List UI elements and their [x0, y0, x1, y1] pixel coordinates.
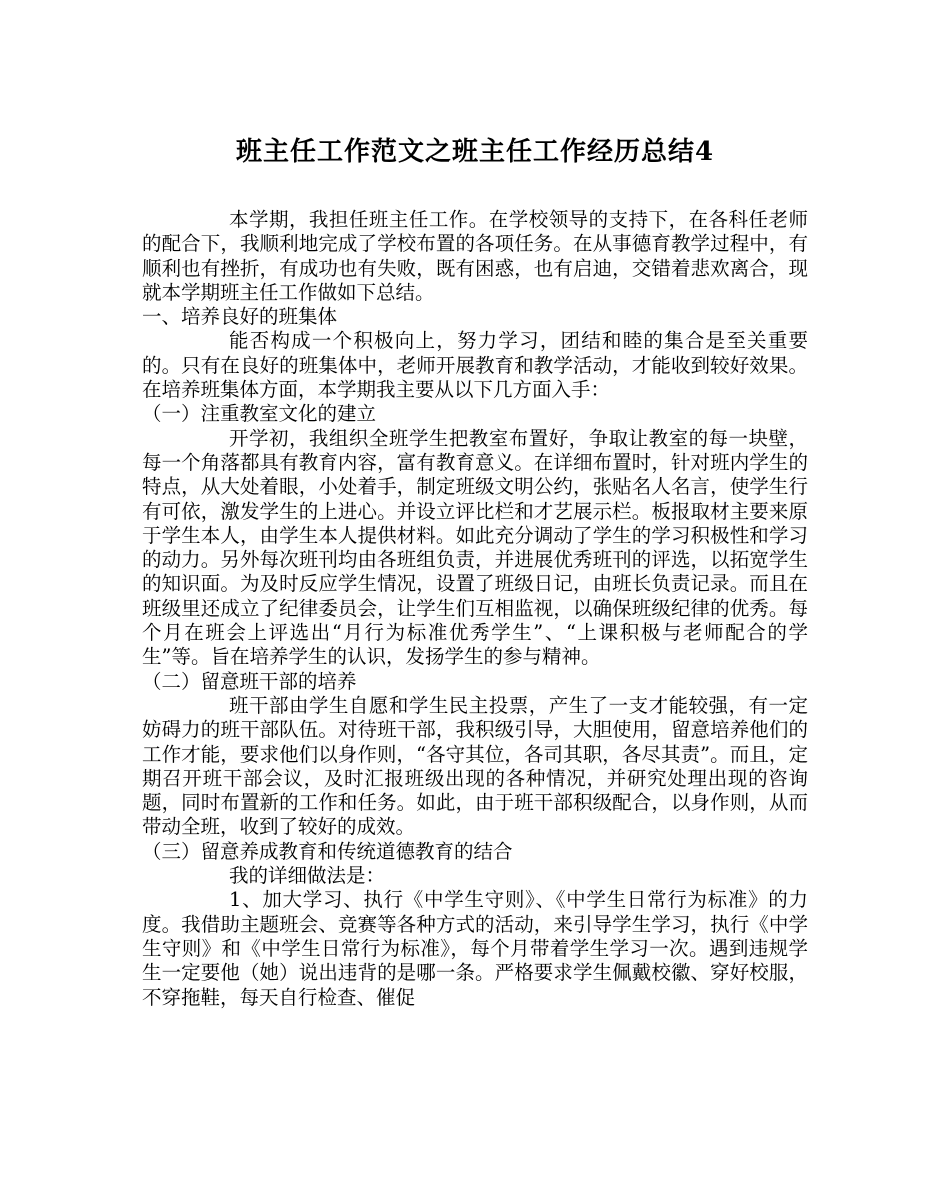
section-heading-1: 一、培养良好的班集体: [142, 305, 338, 329]
subsection-heading-3: （三）留意养成教育和传统道德教育的结合: [142, 839, 513, 863]
subsection-2-paragraph: 班干部由学生自愿和学生民主投票，产生了一支才能较强，有一定妨碍力的班干部队伍。对待班干部，我积级引导，大胆使用，留意培养他们的工作才能，要求他们以身作则，“各守其位，各司其职，各尽其责”。而且，定期召开班干部会议，及时汇报班级出现的各种情况，并研究处理出现的咨询题，同时布置新的工作和任务。如此，由于班干部积级配合，以身作则，从而带动全班，收到了较好的成效。: [142, 693, 808, 839]
document-title: 班主任工作范文之班主任工作经历总结4: [235, 137, 715, 167]
document-body: [142, 208, 808, 1010]
method-1-paragraph: 1、加大学习、执行《中学生守则》、《中学生日常行为标准》的力度。我借助主题班会、竞赛等各种方式的活动，来引导学生学习，执行《中学生守则》和《中学生日常行为标准》，每个月带着学生学习一次。遇到违规学生一定要他（她）说出违背的是哪一条。严格要求学生佩戴校徽、穿好校服，不穿拖鞋，每天自行检查、催促: [142, 888, 808, 1009]
subsection-heading-1: （一）注重教室文化的建立: [142, 402, 377, 426]
subsection-1-paragraph: 开学初，我组织全班学生把教室布置好，争取让教室的每一块壁，每一个角落都具有教育内容，富有教育意义。在详细布置时，针对班内学生的特点，从大处着眼，小处着手，制定班级文明公约，张贴名人名言，使学生行有可依，激发学生的上进心。并设立评比栏和才艺展示栏。板报取材主要来原于学生本人，由学生本人提供材料。如此充分调动了学生的学习积极性和学习的动力。另外每次班刊均由各班组负责，并进展优秀班刊的评选，以拓宽学生的知识面。为及时反应学生情况，设置了班级日记，由班长负责记录。而且在班级里还成立了纪律委员会，让学生们互相监视，以确保班级纪律的优秀。每个月在班会上评选出“月行为标准优秀学生”、“上课积极与老师配合的学生”等。旨在培养学生的认识，发扬学生的参与精神。: [142, 426, 808, 669]
section-1-paragraph: 能否构成一个积极向上，努力学习，团结和睦的集合是至关重要的。只有在良好的班集体中，老师开展教育和教学活动，才能收到较好效果。在培养班集体方面，本学期我主要从以下几方面入手：: [142, 329, 808, 402]
method-intro-paragraph: 我的详细做法是：: [229, 864, 386, 888]
subsection-heading-2: （二）留意班干部的培养: [142, 669, 357, 693]
intro-paragraph: 本学期，我担任班主任工作。在学校领导的支持下，在各科任老师的配合下，我顺利地完成了学校布置的各项任务。在从事德育教学过程中，有顺利也有挫折，有成功也有失败，既有困惑，也有启迪，交错着悲欢离合，现就本学期班主任工作做如下总结。: [142, 208, 808, 304]
